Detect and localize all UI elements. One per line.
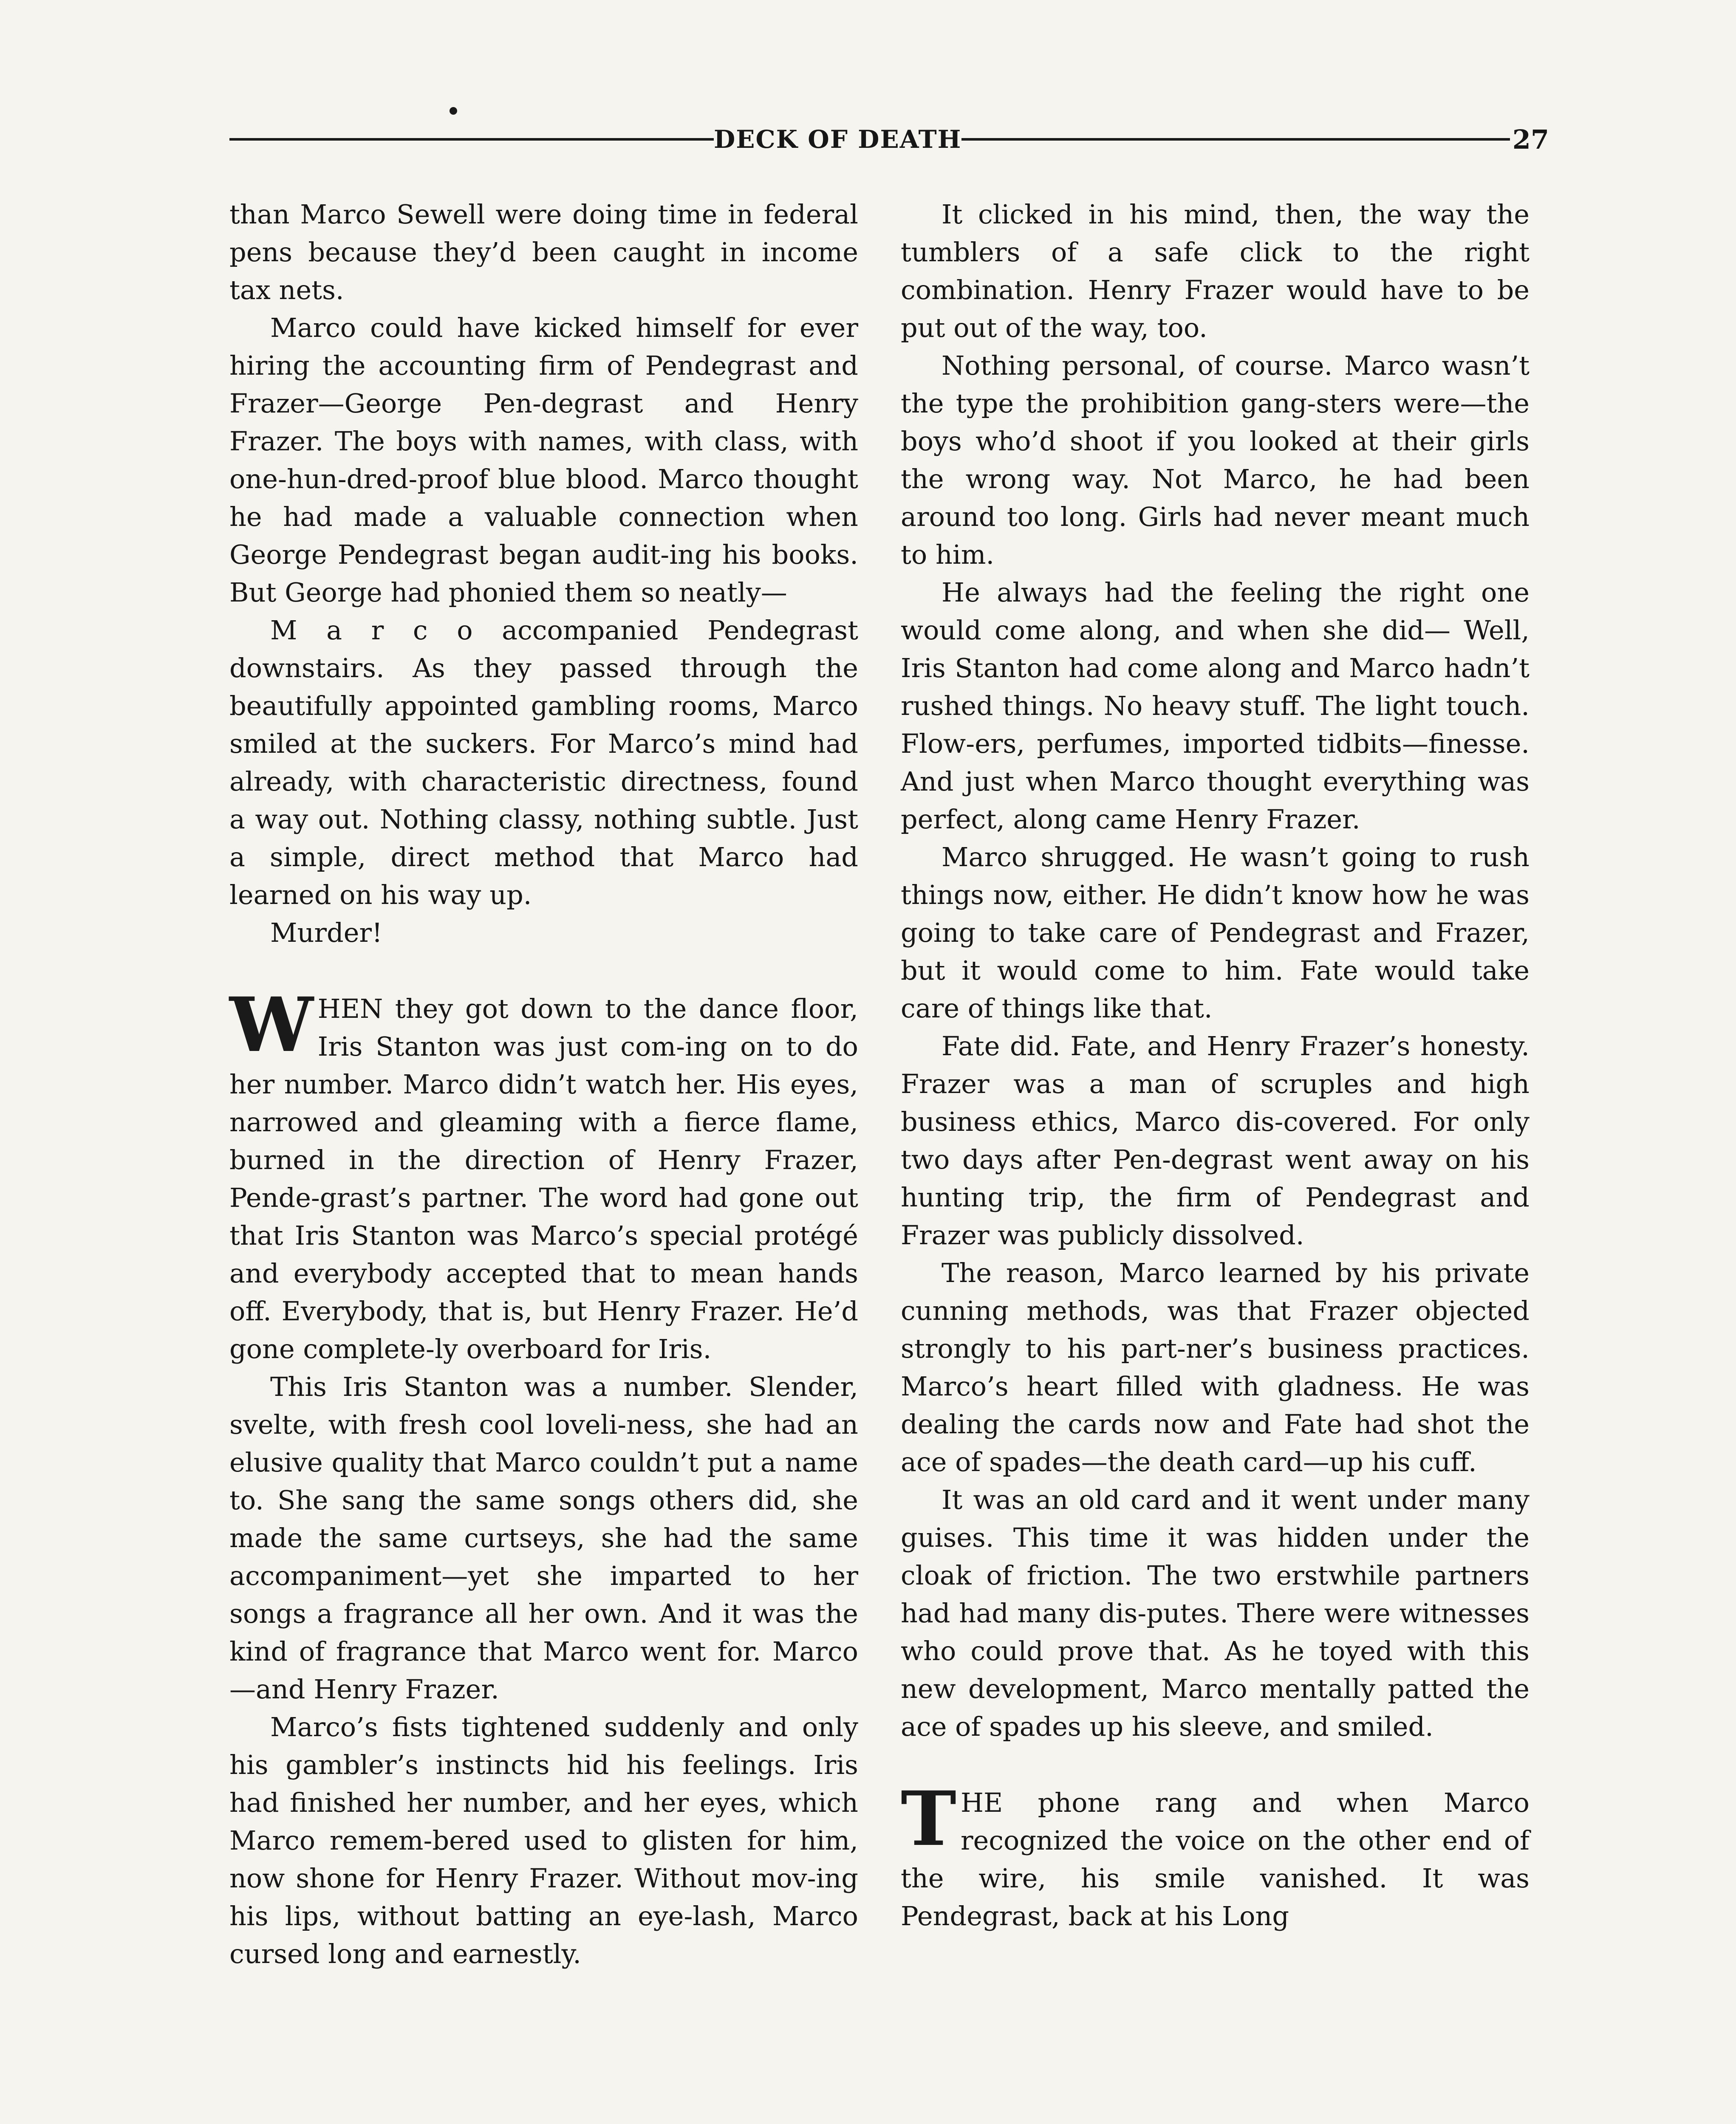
paragraph: He always had the feeling the right one would come along, and when she did— Well, Iris Stanton had come along and Marco hadn’t rushed things. No heavy stuff. The light touch. Flow-ers, perfumes, imported tidbits—finesse. And just when Marco thought everything was perfect, along came Henry Frazer. — [901, 577, 1530, 835]
paragraph: Marco could have kicked himself for ever hiring the accounting firm of Pendegrast and Frazer—George Pen-degrast and Henry Frazer. The boys with names, with class, with one-hun-dred-proof blue blood. Marco thought he had made a valuable connection when George Pendegrast began audit-ing his books. But George had phonied them so neatly— — [229, 312, 858, 608]
paragraph-with-drop-cap — [229, 981, 858, 1368]
paragraph: Fate did. Fate, and Henry Frazer’s honesty. Frazer was a man of scruples and high business ethics, Marco dis-covered. For only two days after Pen-degrast went away on his hunting trip, the firm of Pendegrast and Frazer was publicly dissolved. — [901, 1031, 1530, 1251]
paragraph: than Marco Sewell were doing time in federal pens because they’d been caught in income tax nets. — [229, 199, 858, 305]
paragraph: The reason, Marco learned by his private cunning methods, was that Frazer objected strongly to his part-ner’s business practices. Marco’s heart filled with gladness. He was dealing the cards now and Fate had shot the ace of spades—the death card—up his cuff. — [901, 1257, 1530, 1477]
paragraph: Marco’s fists tightened suddenly and only his gambler’s instincts hid his feelings. Iris had finished her number, and her eyes, which Marco remem-bered used to glisten for him, now shone for Henry Frazer. Without mov-ing his lips, without batting an eye-lash, Marco cursed long and earnestly. — [229, 1712, 858, 1969]
paragraph-with-drop-cap — [901, 1775, 1530, 1935]
paragraph: Murder! — [270, 917, 382, 948]
header-rule-left — [229, 138, 714, 141]
lead-in-word: HEN — [317, 993, 383, 1024]
running-title: DECK OF DEATH — [714, 125, 962, 154]
header-rule-right — [961, 138, 1510, 141]
ink-speck — [450, 107, 457, 115]
drop-cap: W — [229, 981, 314, 1069]
paragraph-text: they got down to the dance floor, Iris Stanton was just com-ing on to do her number. Marco didn’t watch her. His eyes, narrowed and gleaming with a fierce flame, burned in the direction of Henry Frazer, Pende-grast’s partner. The word had gone out that Iris Stanton was Marco’s special protégé and everybody accepted that to mean hands off. Everybody, that is, but Henry Frazer. He’d gone complete-ly overboard for Iris. — [229, 993, 858, 1364]
left-column — [229, 195, 858, 1973]
paragraph-text: phone rang and when Marco recognized the voice on the other end of the wire, his smile vanished. It was Pendegrast, back at his Long — [901, 1787, 1530, 1932]
page-number: 27 — [1512, 124, 1549, 155]
right-column — [901, 195, 1530, 1935]
paragraph: M a r c o accompanied Pendegrast downstairs. As they passed through the beautifully appointed gambling rooms, Marco smiled at the suckers. For Marco’s mind had already, with characteristic directness, found a way out. Nothing classy, nothing subtle. Just a simple, direct method that Marco had learned on his way up. — [229, 615, 858, 910]
lead-in-word: HE — [960, 1787, 1003, 1818]
running-header — [229, 122, 1549, 156]
paragraph: Marco shrugged. He wasn’t going to rush things now, either. He didn’t know how he was going to take care of Pendegrast and Frazer, but it would come to him. Fate would take care of things like that. — [901, 842, 1530, 1024]
paragraph: It was an old card and it went under many guises. This time it was hidden under the cloak of friction. The two erstwhile partners had had many dis-putes. There were witnesses who could prove that. As he toyed with this new development, Marco mentally patted the ace of spades up his sleeve, and smiled. — [901, 1484, 1530, 1742]
drop-cap: T — [901, 1775, 956, 1863]
paragraph: This Iris Stanton was a number. Slender, svelte, with fresh cool loveli-ness, she had an elusive quality that Marco couldn’t put a name to. She sang the same songs others did, she made the same curtseys, she had the same accompaniment—yet she imparted to her songs a fragrance all her own. And it was the kind of fragrance that Marco went for. Marco—and Henry Frazer. — [229, 1371, 858, 1705]
paragraph: It clicked in his mind, then, the way the tumblers of a safe click to the right combination. Henry Frazer would have to be put out of the way, too. — [901, 199, 1530, 343]
paragraph: Nothing personal, of course. Marco wasn’t the type the prohibition gang-sters were—the boys who’d shoot if you looked at their girls the wrong way. Not Marco, he had been around too long. Girls had never meant much to him. — [901, 350, 1530, 570]
